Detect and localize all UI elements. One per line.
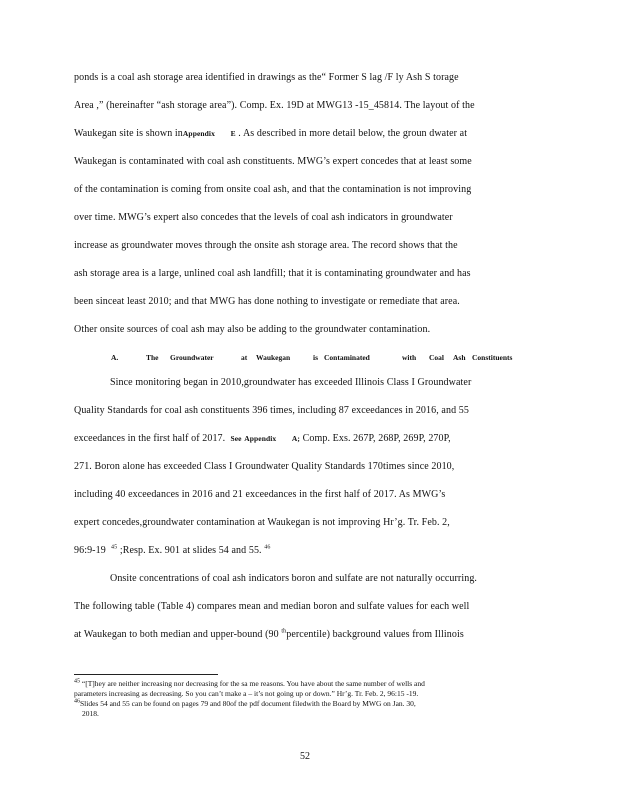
footnote-divider xyxy=(74,674,218,675)
appendix-label: Appendix xyxy=(244,434,277,443)
heading-word: at xyxy=(241,353,248,362)
body-line xyxy=(74,128,467,140)
heading-letter: A. xyxy=(111,353,119,362)
footnote-45 xyxy=(74,679,425,688)
appendix-label: Appendix xyxy=(182,129,215,138)
footnote-ref-46[interactable]: 46 xyxy=(264,544,271,551)
body-line: Area ,” (hereinafter “ash storage area”). Comp. Ex. 19D at MWG13 -15_45814. The layout of the xyxy=(74,100,475,111)
body-line xyxy=(74,545,270,557)
body-line: ponds is a coal ash storage area identified in drawings as the“ Former S lag /F ly Ash S torage xyxy=(74,72,459,83)
body-line: Waukegan is contaminated with coal ash constituents. MWG’s expert concedes that at least some xyxy=(74,156,472,167)
body-line xyxy=(74,629,464,641)
see-signal: See xyxy=(230,434,242,443)
body-line: Since monitoring began in 2010,groundwater has exceeded Illinois Class I Groundwater xyxy=(110,377,472,388)
footnote-45-cont: parameters increasing as decreasing. So you can’t make a – it’s not going up or down.” Hr’g. Tr. Feb. 2, 96:15 -19. xyxy=(74,689,419,698)
heading-word: Groundwater xyxy=(170,353,214,362)
section-heading xyxy=(74,353,544,365)
body-line-start: 96:9-19 xyxy=(74,545,106,556)
body-line: The following table (Table 4) compares mean and median boron and sulfate values for each well xyxy=(74,601,470,612)
body-line: over time. MWG’s expert also concedes that the levels of coal ash indicators in groundwater xyxy=(74,212,453,223)
body-line-rest: percentile) background values from Illinois xyxy=(286,629,464,640)
body-line-start: Waukegan site is shown in xyxy=(74,128,183,139)
page-number: 52 xyxy=(300,751,310,762)
body-line: been sinceat least 2010; and that MWG has done nothing to investigate or remediate that area. xyxy=(74,296,460,307)
footnote-text: “[T]hey are neither increasing nor decreasing for the sa me reasons. You have about the same number of wells and xyxy=(80,679,425,688)
body-line: Other onsite sources of coal ash may also be adding to the groundwater contamination. xyxy=(74,324,431,335)
footnote-46 xyxy=(74,699,416,708)
footnote-46-cont: 2018. xyxy=(82,709,99,718)
body-line-start: exceedances in the first half of 2017. xyxy=(74,433,226,444)
footnote-marker: 46 xyxy=(74,698,80,705)
appendix-letter: A; xyxy=(291,434,301,443)
heading-word: Coal xyxy=(429,353,444,362)
heading-word: is xyxy=(313,353,319,362)
heading-word: Constituents xyxy=(472,353,513,362)
body-line: of the contamination is coming from onsite coal ash, and that the contamination is not improving xyxy=(74,184,472,195)
heading-word: Contaminated xyxy=(324,353,370,362)
superscript-th: th xyxy=(281,628,287,635)
body-line: increase as groundwater moves through the onsite ash storage area. The record shows that the xyxy=(74,240,458,251)
body-line-rest: . As described in more detail below, the groun dwater at xyxy=(235,128,468,139)
footnote-ref-45[interactable]: 45 xyxy=(111,544,118,551)
body-line: ash storage area is a large, unlined coal ash landfill; that it is contaminating groundwater and has xyxy=(74,268,471,279)
heading-word: Ash xyxy=(453,353,466,362)
body-line: Onsite concentrations of coal ash indicators boron and sulfate are not naturally occurring. xyxy=(110,573,478,584)
body-line: expert concedes,groundwater contamination at Waukegan is not improving Hr’g. Tr. Feb. 2, xyxy=(74,517,450,528)
appendix-letter: E xyxy=(230,129,236,138)
body-line-start: at Waukegan to both median and upper-bound (90 xyxy=(74,629,279,640)
heading-word: The xyxy=(146,353,159,362)
footnote-text: Slides 54 and 55 can be found on pages 79 and 80of the pdf document filedwith the Board by MWG on Jan. 30, xyxy=(80,699,416,708)
body-line-rest: ;Resp. Ex. 901 at slides 54 and 55. xyxy=(117,545,265,556)
body-line: 271. Boron alone has exceeded Class I Groundwater Quality Standards 170times since 2010, xyxy=(74,461,455,472)
body-line: including 40 exceedances in 2016 and 21 exceedances in the first half of 2017. As MWG’s xyxy=(74,489,446,500)
body-line-rest: Comp. Exs. 267P, 268P, 269P, 270P, xyxy=(300,433,451,444)
heading-word: with xyxy=(402,353,417,362)
heading-word: Waukegan xyxy=(256,353,291,362)
footnote-marker: 45 xyxy=(74,678,80,685)
body-line xyxy=(74,433,451,445)
body-line: Quality Standards for coal ash constituents 396 times, including 87 exceedances in 2016, and 55 xyxy=(74,405,469,416)
